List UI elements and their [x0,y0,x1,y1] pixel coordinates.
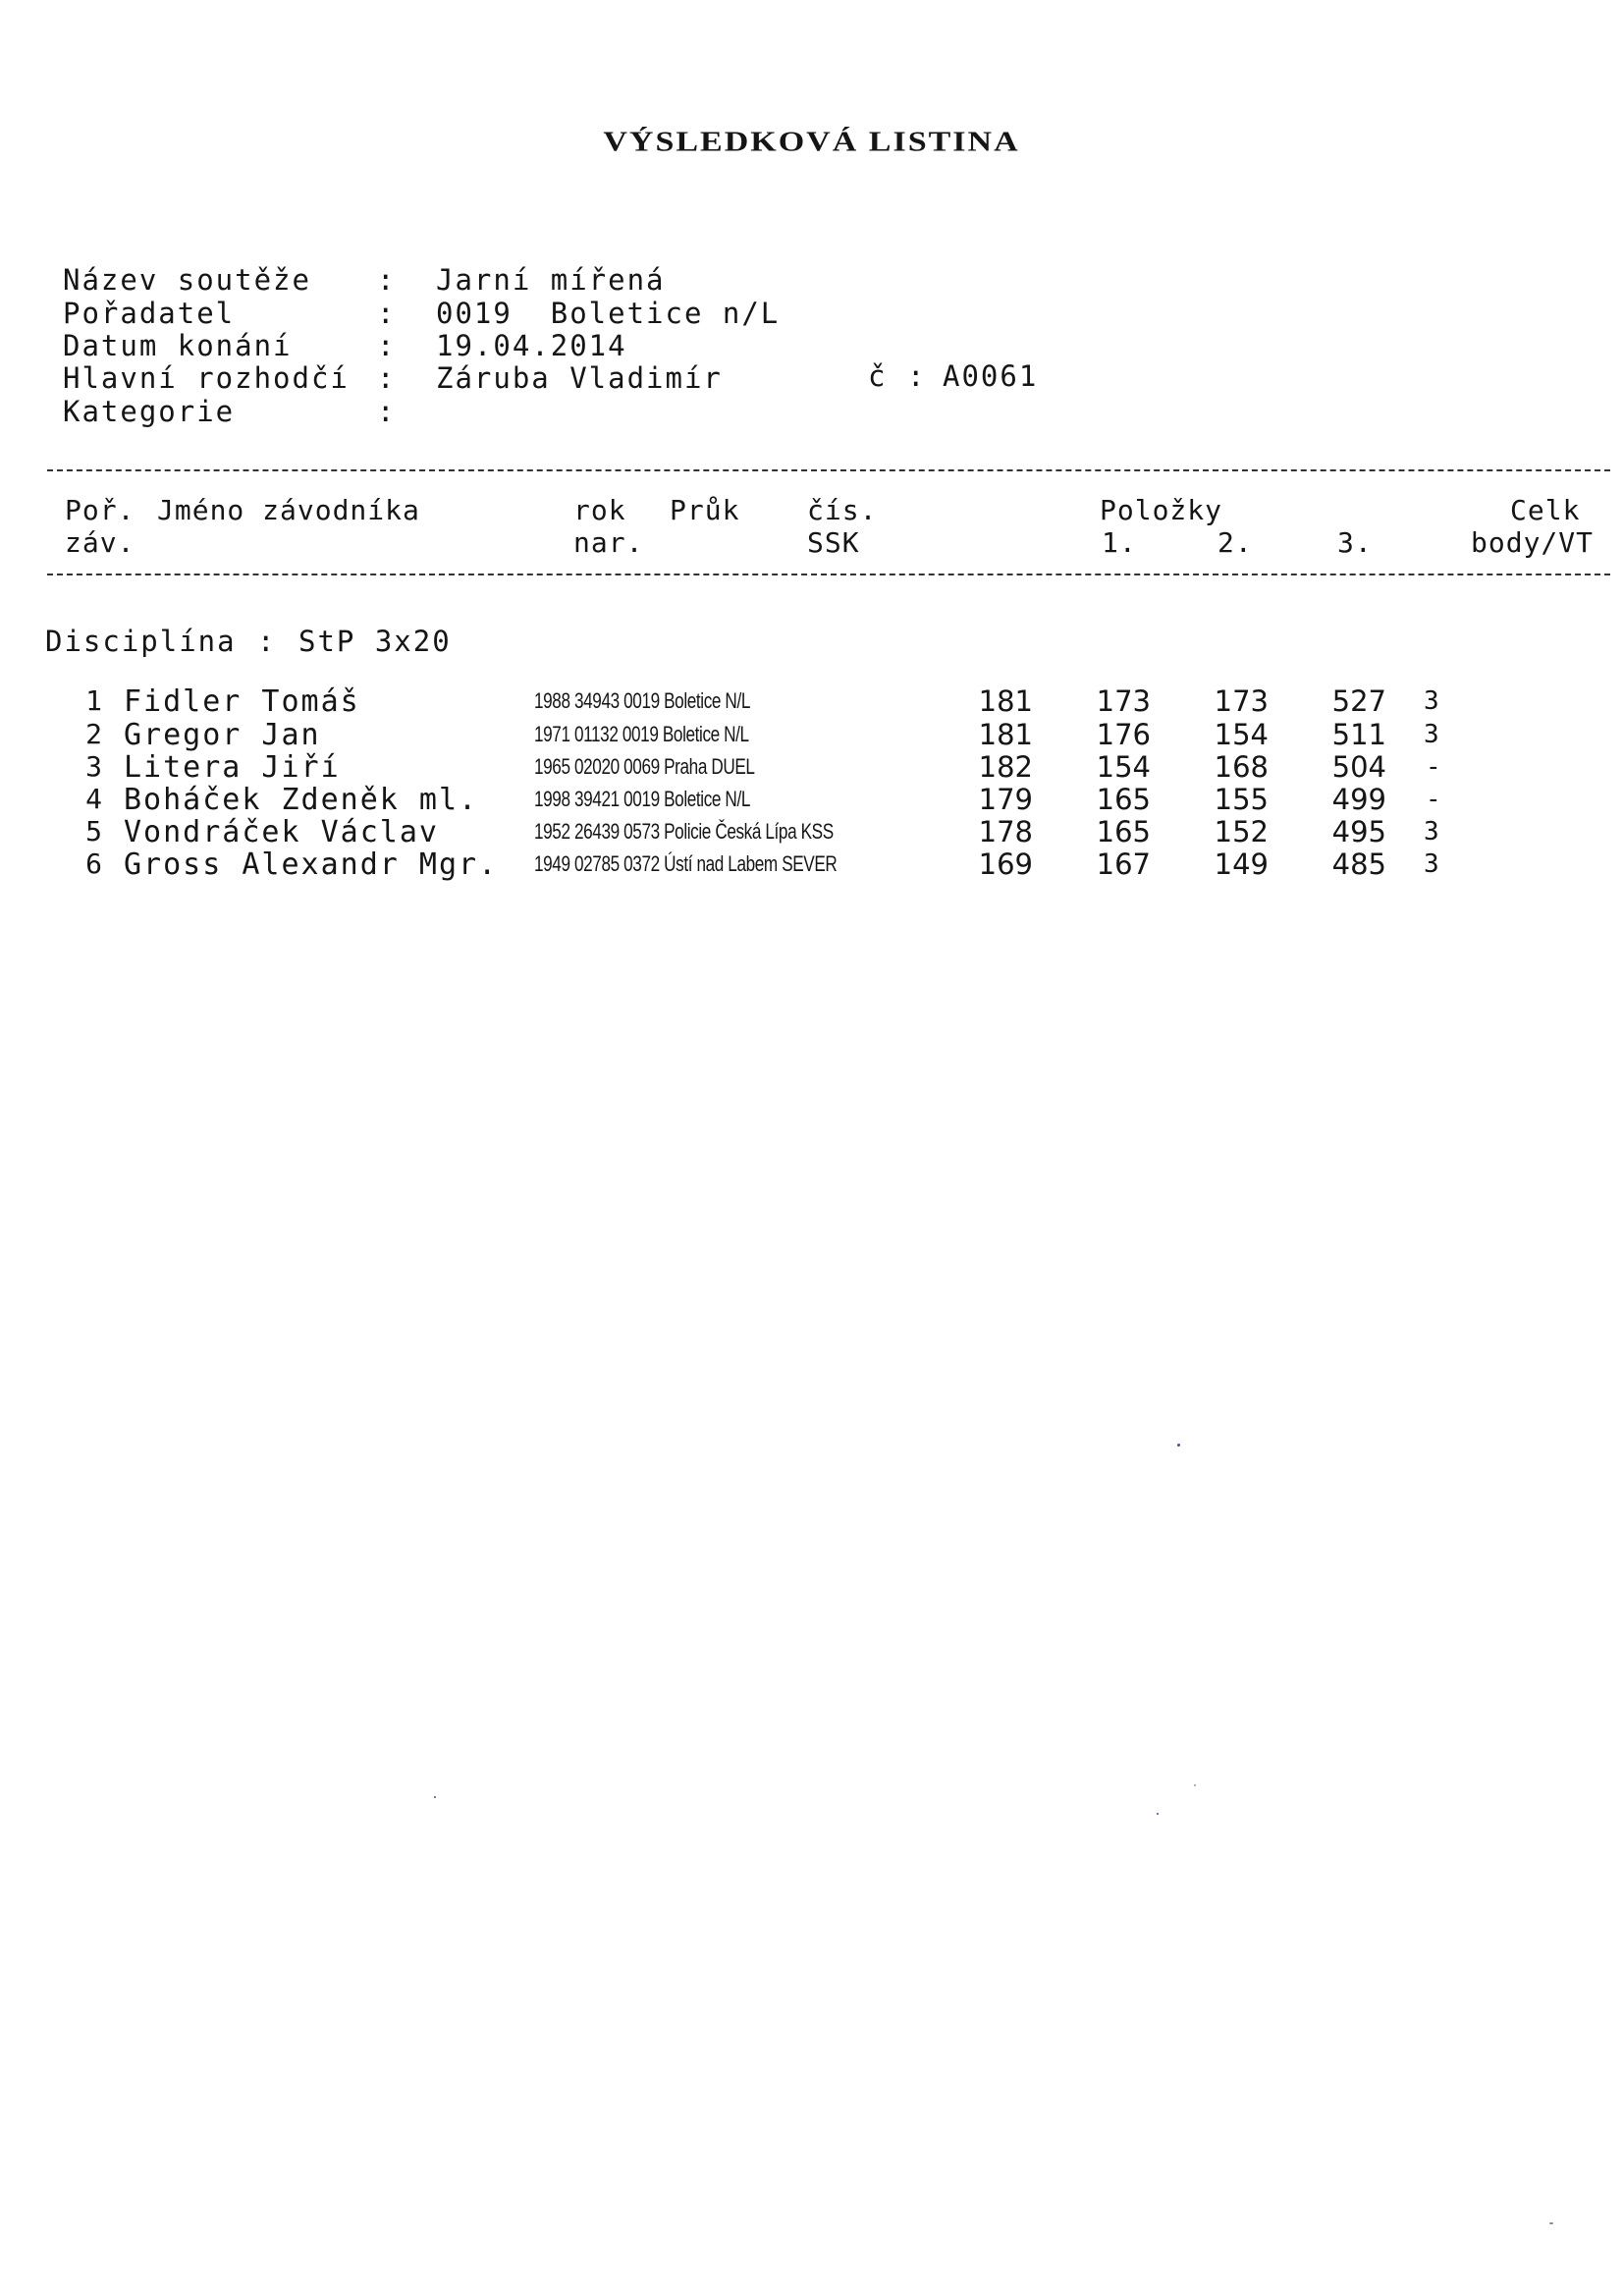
total-cell: 499 [1331,783,1386,816]
detail-cell: 1971 01132 0019 Boletice N/L [534,722,749,746]
score-3-cell: 152 [1214,815,1269,848]
col-por: Poř. [65,494,135,526]
vt-cell: 3 [1424,720,1439,749]
info-colon: : [377,297,397,330]
score-1-cell: 169 [978,847,1033,881]
score-3-cell: 154 [1214,718,1269,751]
table-row [0,815,1623,848]
col-celk: Celk [1510,494,1581,526]
table-row [0,783,1623,816]
rank-cell: 3 [85,750,102,783]
dashed-divider [47,469,1610,471]
rank-cell: 6 [85,847,102,880]
total-cell: 504 [1331,750,1386,784]
detail-cell: 1952 26439 0573 Policie Česká Lípa KSS [534,819,834,844]
score-1-cell: 178 [978,815,1033,848]
info-label-competition: Název soutěže [63,263,311,297]
score-3-cell: 173 [1214,684,1269,718]
col-ssk: SSK [807,526,860,559]
name-cell: Boháček Zdeněk ml. [124,783,479,817]
detail-cell: 1998 39421 0019 Boletice N/L [534,787,750,811]
score-2-cell: 176 [1096,718,1151,751]
detail-cell: 1965 02020 0069 Praha DUEL [534,754,755,779]
score-2-cell: 173 [1096,684,1151,718]
info-colon: : [377,395,397,428]
info-label-category: Kategorie [63,395,236,428]
score-1-cell: 182 [978,750,1033,784]
col-p2: 2. [1217,526,1253,559]
score-2-cell: 167 [1096,847,1151,881]
dashed-divider [47,574,1610,575]
discipline-colon: : [257,625,277,658]
detail-cell: 1949 02785 0372 Ústí nad Labem SEVER [534,851,838,876]
col-cis: čís. [807,494,878,526]
info-label-date: Datum konání [63,329,293,362]
info-value-date: 19.04.2014 [436,329,627,362]
col-polozky: Položky [1100,494,1223,526]
total-cell: 511 [1331,718,1386,751]
info-value-organizer: 0019 Boletice n/L [436,297,781,330]
score-1-cell: 181 [978,718,1033,751]
rank-cell: 5 [85,815,102,847]
info-value-referee: Záruba Vladimír [436,361,723,395]
score-3-cell: 168 [1214,750,1269,784]
vt-cell: 3 [1424,849,1439,879]
table-row [0,684,1623,718]
col-body-vt: body/VT [1471,526,1595,559]
table-row [0,718,1623,751]
score-2-cell: 154 [1096,750,1151,784]
license-value: A0061 [943,359,1039,393]
license-label: č [868,359,888,393]
col-p1: 1. [1102,526,1137,559]
col-rok: rok [573,494,626,526]
score-2-cell: 165 [1096,783,1151,816]
scan-speck [1157,1813,1159,1815]
col-nar: nar. [573,526,644,559]
rank-cell: 4 [85,783,102,815]
vt-cell: 3 [1424,686,1439,716]
scan-speck [1549,2222,1553,2224]
col-p3: 3. [1337,526,1373,559]
info-colon: : [377,361,397,395]
discipline-label: Disciplína [45,625,237,658]
total-cell: 495 [1331,815,1386,848]
rank-cell: 2 [85,718,102,750]
name-cell: Vondráček Václav [124,815,439,849]
scan-speck [434,1796,436,1798]
name-cell: Fidler Tomáš [124,684,360,719]
col-pruk: Průk [670,494,740,526]
score-1-cell: 179 [978,783,1033,816]
name-cell: Gregor Jan [124,718,321,752]
license-colon: : [907,359,927,393]
info-label-referee: Hlavní rozhodčí [63,361,350,395]
info-value-competition: Jarní mířená [436,263,666,297]
name-cell: Gross Alexandr Mgr. [124,847,499,882]
col-name: Jméno závodníka [157,494,420,526]
vt-cell: - [1426,752,1441,782]
document-title: VÝSLEDKOVÁ LISTINA [603,126,1020,158]
scan-speck [1194,1784,1196,1786]
score-1-cell: 181 [978,684,1033,718]
rank-cell: 1 [85,684,102,717]
total-cell: 485 [1331,847,1386,881]
vt-cell: - [1426,785,1441,814]
score-2-cell: 165 [1096,815,1151,848]
vt-cell: 3 [1424,817,1439,847]
name-cell: Litera Jiří [124,750,341,785]
info-colon: : [377,263,397,297]
score-3-cell: 149 [1214,847,1269,881]
discipline-value: StP 3x20 [298,625,452,658]
col-zav: záv. [65,526,135,559]
info-label-organizer: Pořadatel [63,297,236,330]
info-colon: : [377,329,397,362]
total-cell: 527 [1331,684,1386,718]
table-row [0,847,1623,881]
detail-cell: 1988 34943 0019 Boletice N/L [534,688,750,713]
table-row [0,750,1623,784]
scan-speck [1177,1444,1180,1447]
score-3-cell: 155 [1214,783,1269,816]
